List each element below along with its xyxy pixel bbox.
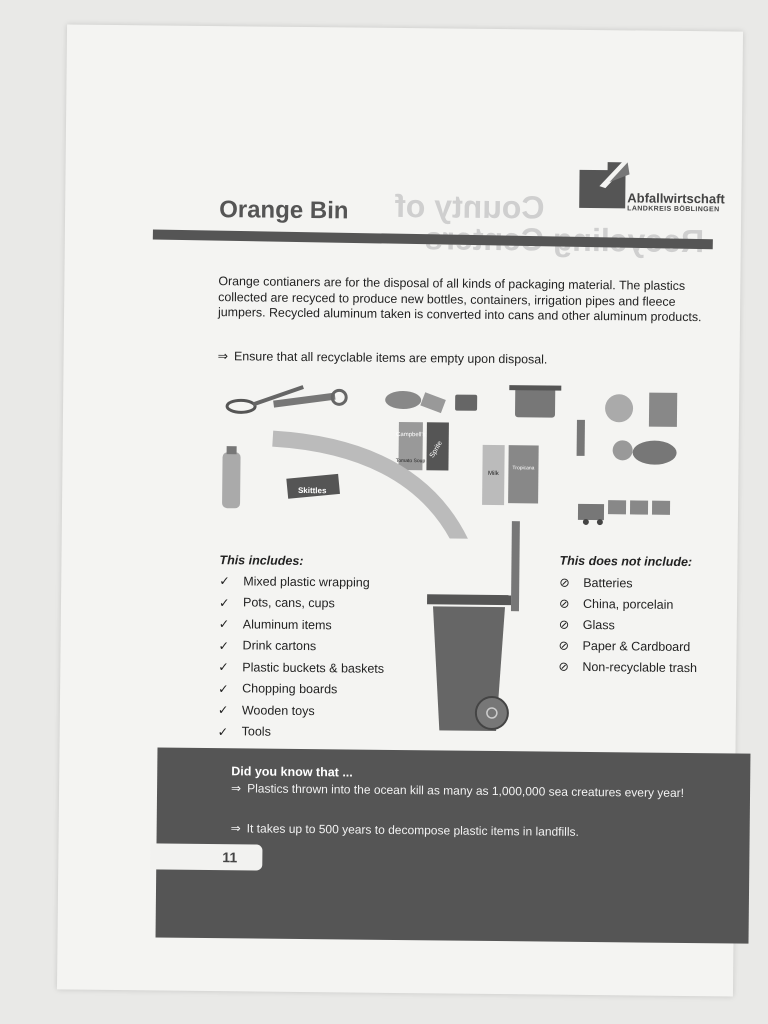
list-item: ⊘ China, porcelain — [558, 596, 674, 612]
tomato-soup-label: Tomato Soup — [395, 457, 426, 465]
bleed-through-text: County of — [395, 187, 545, 226]
arrow-icon: ⇒ — [217, 349, 229, 364]
check-icon: ✓ — [217, 703, 229, 718]
plastic-containers-icon — [576, 392, 677, 465]
excludes-list — [558, 572, 698, 678]
milk-label: Milk — [488, 470, 499, 478]
prohibited-icon: ⊘ — [559, 575, 570, 590]
check-icon: ✓ — [218, 638, 230, 653]
orange-bin-icon — [400, 440, 523, 731]
tropicana-label: Tropicana — [512, 465, 535, 472]
check-icon: ✓ — [218, 595, 230, 610]
prohibited-icon: ⊘ — [558, 617, 570, 632]
aluminum-tray-icon — [385, 391, 477, 414]
logo-title: Abfallwirtschaft — [627, 190, 725, 207]
prohibited-icon: ⊘ — [558, 659, 569, 674]
arrow-icon: ⇒ — [231, 781, 242, 796]
list-item: ✓ Tools — [217, 724, 271, 739]
arrow-icon: ⇒ — [230, 821, 241, 836]
check-icon: ✓ — [218, 617, 230, 632]
includes-list — [218, 570, 386, 744]
page-number: 11 — [150, 843, 262, 870]
check-icon: ✓ — [219, 574, 230, 589]
list-item: ⊘ Non-recyclable trash — [558, 659, 698, 675]
check-icon: ✓ — [217, 724, 229, 739]
page-title: Orange Bin — [218, 196, 349, 225]
document-page — [57, 24, 743, 996]
list-item: ✓ Aluminum items — [218, 617, 332, 633]
list-item: ✓ Plastic buckets & baskets — [218, 660, 385, 676]
list-item: ⊘ Paper & Cardboard — [558, 638, 691, 654]
campbells-label: Campbell's — [396, 431, 426, 439]
check-icon: ✓ — [218, 660, 229, 675]
did-you-know-title: Did you know that ... — [231, 764, 353, 780]
sprite-label: Sprite — [428, 439, 445, 460]
prohibited-icon: ⊘ — [558, 596, 570, 611]
intro-paragraph: Orange contianers are for the disposal of all kinds of packaging material. The plastics collected are recyced to produce new bottles, containers, irrigation pipes and fleece jumpers. Recycled aluminum taken is converted into cans and other aluminum products. — [217, 274, 702, 325]
includes-title: This includes: — [219, 553, 304, 568]
logo-subtitle: LANDKREIS BÖBLINGEN — [627, 205, 720, 214]
plastic-bottle-icon — [222, 446, 241, 508]
list-item: ✓ Wooden toys — [217, 703, 315, 718]
list-item: ✓ Drink cartons — [218, 638, 317, 654]
list-item: ⊘ Batteries — [559, 575, 633, 590]
wooden-toy-train-icon — [578, 500, 670, 526]
fact-item: ⇒ It takes up to 500 years to decompose plastic items in landfills. — [230, 821, 579, 839]
candy-wrapper-icon — [286, 473, 340, 499]
note-text: Ensure that all recyclable items are empty upon disposal. — [233, 349, 548, 367]
list-item: ✓ Chopping boards — [218, 681, 338, 697]
empty-items-note — [218, 348, 548, 366]
list-item: ✓ Pots, cans, cups — [218, 595, 335, 611]
did-you-know-panel — [156, 747, 751, 943]
prohibited-icon: ⊘ — [558, 638, 570, 653]
check-icon: ✓ — [218, 681, 229, 696]
excludes-title: This does not include: — [559, 553, 693, 570]
list-item: ⊘ Glass — [558, 617, 615, 632]
list-item: ✓ Mixed plastic wrapping — [219, 574, 370, 590]
cooking-pot-icon — [509, 385, 561, 418]
skittles-label: Skittles — [297, 485, 327, 496]
fact-item: ⇒ Plastics thrown into the ocean kill as many as 1,000,000 sea creatures every year! — [231, 781, 685, 800]
